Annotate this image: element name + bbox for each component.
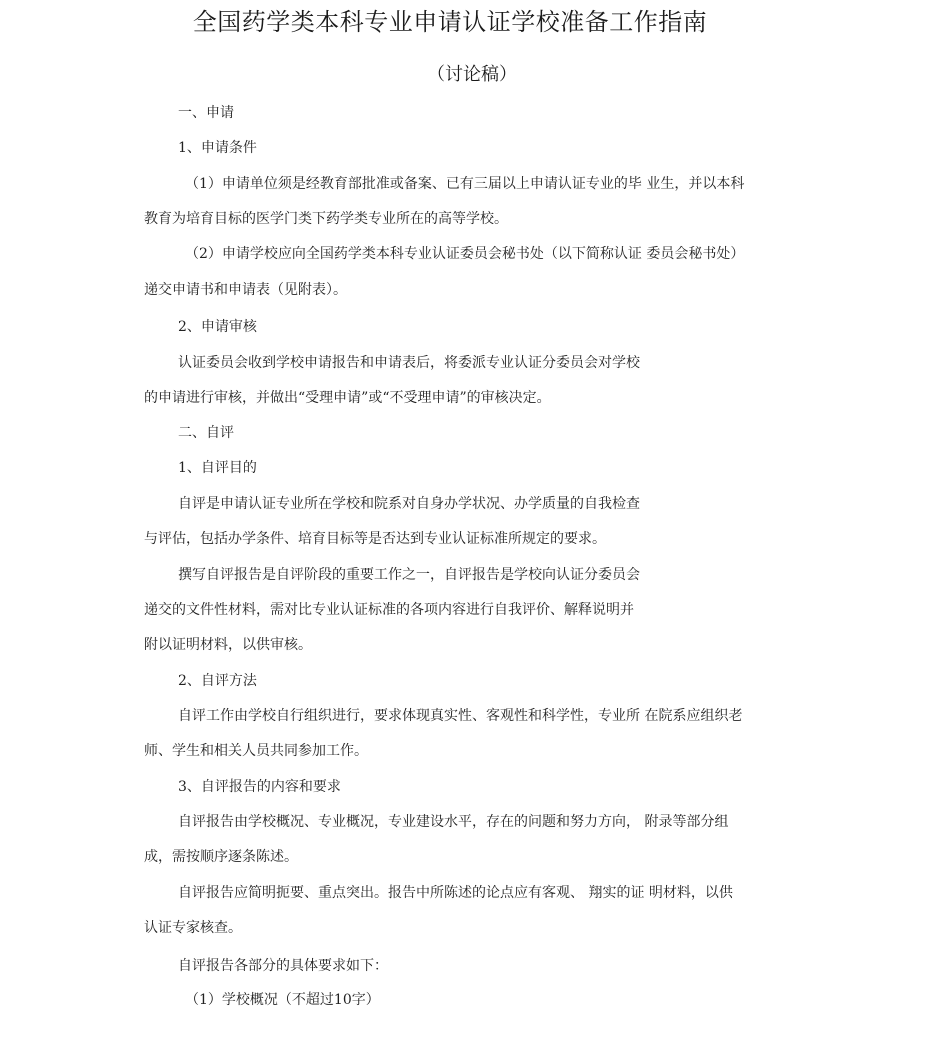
list-item-school-overview: （1）学校概况（不超过10字） (185, 992, 380, 1008)
subsection-heading-method: 2、自评方法 (178, 673, 257, 689)
paragraph-line: 自评工作由学校自行组织进行，要求体现真实性、客观性和科学性，专业所 在院系应组织老 (178, 708, 743, 724)
paragraph-line: 递交申请书和申请表（见附表）。 (144, 282, 347, 298)
subsection-heading-review: 2、申请审核 (178, 319, 257, 335)
paragraph-line: 自评报告应简明扼要、重点突出。报告中所陈述的论点应有客观、 翔实的证 明材料，以供 (178, 885, 733, 901)
subsection-heading-purpose: 1、自评目的 (178, 460, 257, 476)
section-heading-self-evaluation: 二、自评 (178, 425, 234, 441)
paragraph-line: 附以证明材料，以供审核。 (144, 637, 312, 653)
paragraph-line: 递交的文件性材料，需对比专业认证标准的各项内容进行自我评价、解释说明并 (144, 602, 634, 618)
paragraph-line: 的申请进行审核，并做出“受理申请”或“不受理申请”的审核决定。 (144, 390, 551, 406)
subsection-heading-conditions: 1、申请条件 (178, 140, 257, 156)
paragraph-line: （1）申请单位须是经教育部批准或备案、已有三届以上申请认证专业的毕 业生，并以本科 (185, 176, 745, 192)
paragraph-line: 自评报告各部分的具体要求如下： (178, 958, 388, 974)
paragraph-line: 师、学生和相关人员共同参加工作。 (144, 743, 368, 759)
paragraph-line: 自评是申请认证专业所在学校和院系对自身办学状况、办学质量的自我检查 (178, 496, 640, 512)
document-title: 全国药学类本科专业申请认证学校准备工作指南 (192, 8, 708, 36)
section-heading-application: 一、申请 (178, 105, 234, 121)
paragraph-line: 与评估，包括办学条件、培育目标等是否达到专业认证标准所规定的要求。 (144, 531, 606, 547)
paragraph-line: 认证专家核查。 (144, 920, 242, 936)
subsection-heading-report-content: 3、自评报告的内容和要求 (178, 779, 341, 795)
paragraph-line: 成，需按顺序逐条陈述。 (144, 849, 298, 865)
paragraph-line: 教育为培育目标的医学门类下药学类专业所在的高等学校。 (144, 211, 508, 227)
paragraph-line: 自评报告由学校概况、专业概况，专业建设水平，存在的问题和努力方向， 附录等部分组 (178, 814, 729, 830)
paragraph-line: 认证委员会收到学校申请报告和申请表后，将委派专业认证分委员会对学校 (178, 355, 640, 371)
paragraph-line: 撰写自评报告是自评阶段的重要工作之一，自评报告是学校向认证分委员会 (178, 567, 640, 583)
document-subtitle: （讨论稿） (427, 64, 517, 85)
paragraph-line: （2）申请学校应向全国药学类本科专业认证委员会秘书处（以下简称认证 委员会秘书处） (185, 246, 745, 262)
